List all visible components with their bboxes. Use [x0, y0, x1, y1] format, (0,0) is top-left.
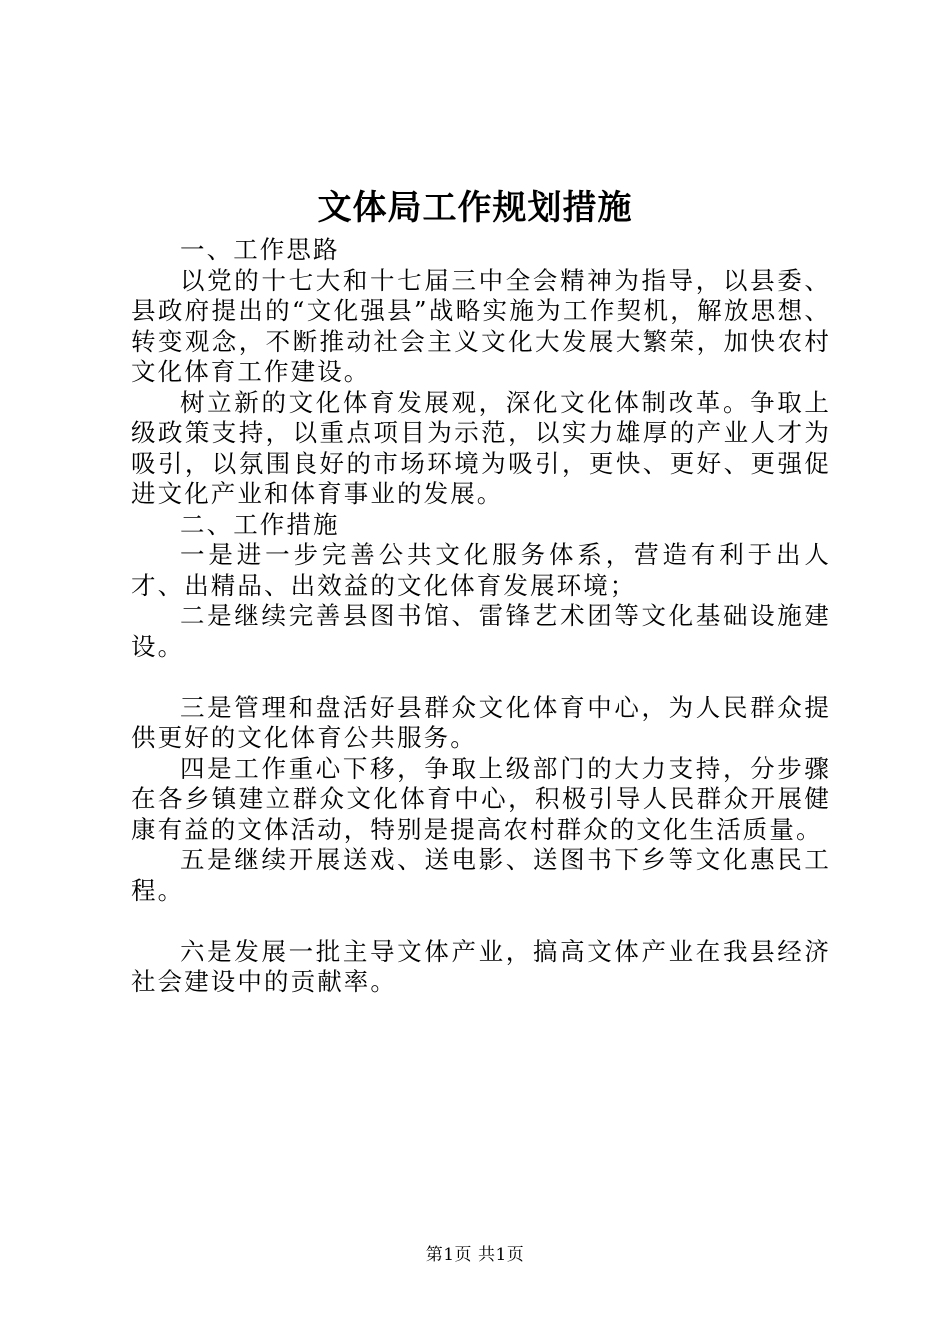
measure-item-1: 一是进一步完善公共文化服务体系，营造有利于出人才、出精品、出效益的文化体育发展环境； — [131, 540, 831, 600]
document-body — [131, 235, 831, 998]
measure-item-2: 二是继续完善县图书馆、雷锋艺术团等文化基础设施建设。 — [131, 601, 831, 661]
measure-item-4: 四是工作重心下移，争取上级部门的大力支持，分步骤在各乡镇建立群众文化体育中心，积极引导人民群众开展健康有益的文体活动，特别是提高农村群众的文化生活质量。 — [131, 753, 831, 844]
document-title: 文体局工作规划措施 — [317, 188, 633, 228]
page-footer: 第1页 共1页 — [425, 1245, 525, 1265]
measure-item-6: 六是发展一批主导文体产业，搞高文体产业在我县经济社会建设中的贡献率。 — [131, 936, 831, 996]
measure-item-3: 三是管理和盘活好县群众文化体育中心，为人民群众提供更好的文化体育公共服务。 — [131, 692, 831, 752]
section-heading-1: 一、工作思路 — [180, 235, 340, 264]
measure-item-5: 五是继续开展送戏、送电影、送图书下乡等文化惠民工程。 — [131, 845, 831, 905]
body-paragraph: 树立新的文化体育发展观，深化文化体制改革。争取上级政策支持，以重点项目为示范，以实力雄厚的产业人才为吸引，以氛围良好的市场环境为吸引，更快、更好、更强促进文化产业和体育事业的发展。 — [131, 387, 831, 508]
blank-line — [131, 662, 831, 693]
section-heading-2: 二、工作措施 — [180, 509, 340, 539]
body-paragraph: 以党的十七大和十七届三中全会精神为指导，以县委、县政府提出的“文化强县”战略实施为工作契机，解放思想、转变观念，不断推动社会主义文化大发展大繁荣，加快农村文化体育工作建设。 — [131, 265, 831, 386]
blank-line — [131, 906, 831, 937]
